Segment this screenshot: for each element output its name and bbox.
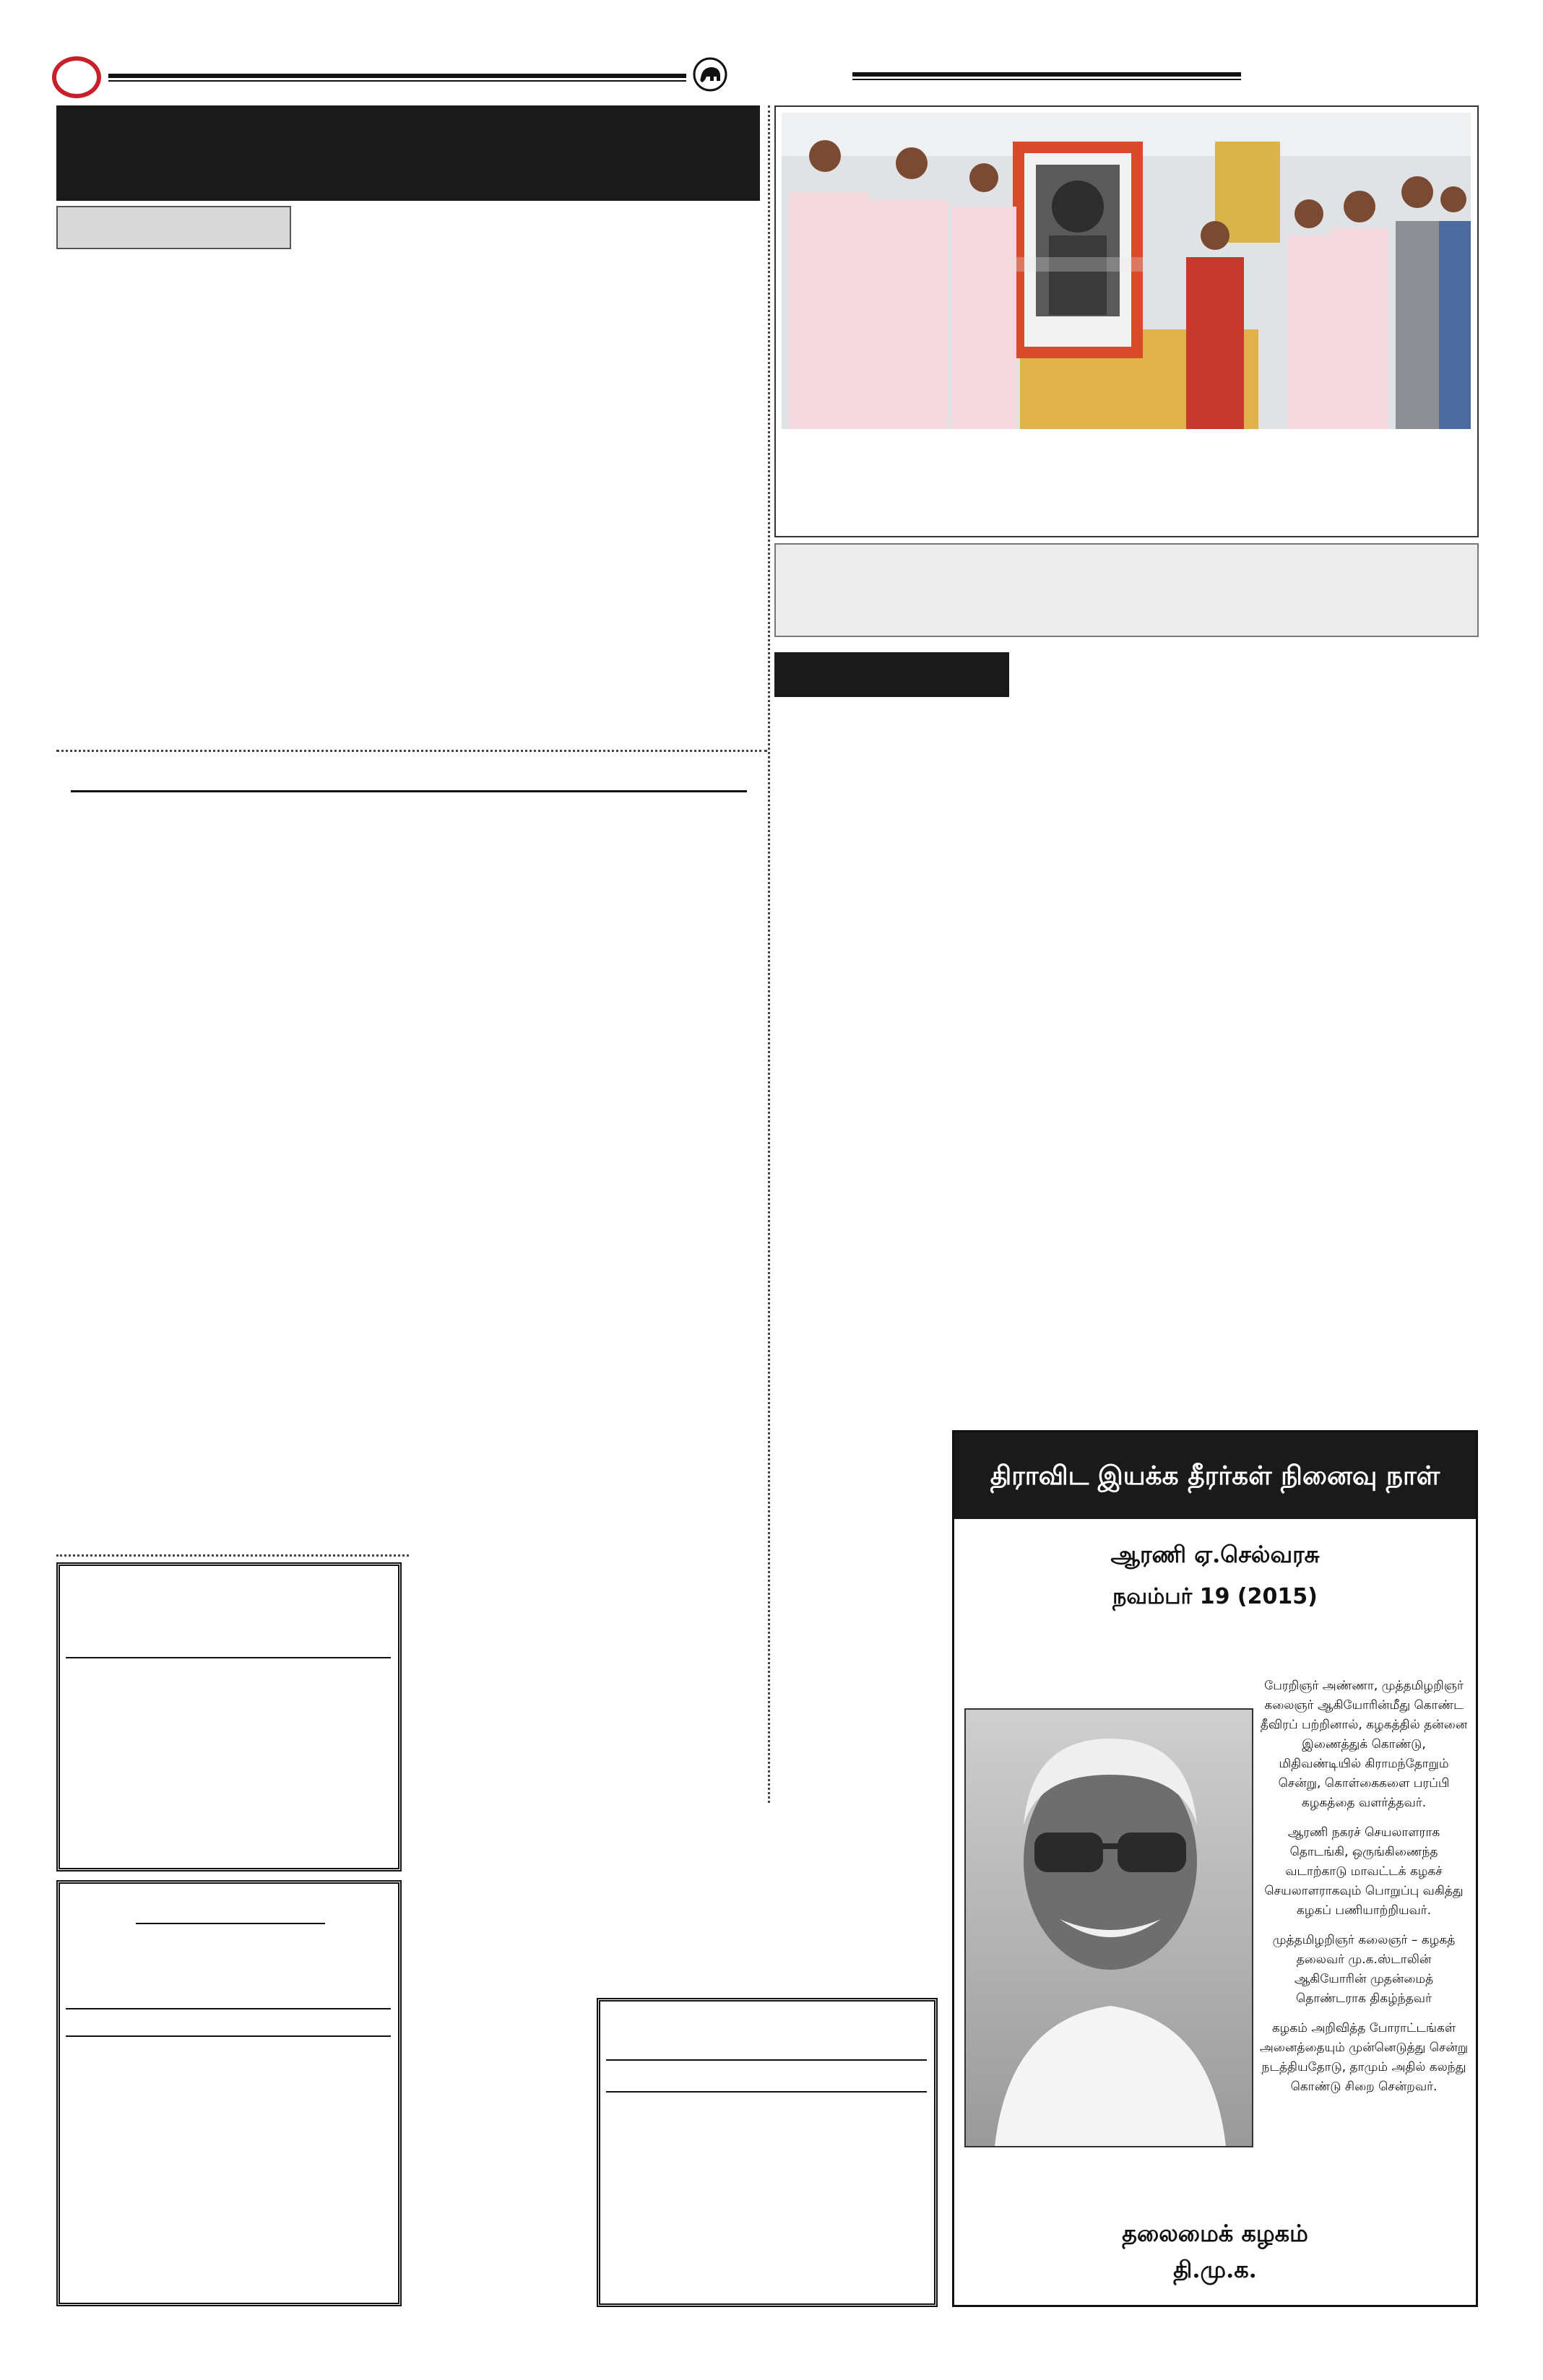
article-rule — [71, 790, 747, 792]
notice-footer-line2: தி.மு.க. — [1173, 2256, 1257, 2283]
tribute-paragraph-1: பேரறிஞர் அண்ணா, முத்தமிழறிஞர் கலைஞர் ஆகியோரின்மீது கொண்ட தீவிரப் பற்றினால், கழகத்தில் தன்னை இணைத்துக் கொண்டு, மிதிவண்டியில் கிராமந்தோறும் சென்று, கொள்கைகளை பரப்பி கழகத்தை வளர்த்தவர். — [1260, 1679, 1468, 1810]
portrait-photo — [964, 1708, 1253, 2147]
lower-divider — [56, 1554, 409, 1557]
info-box-3-rule-a — [606, 2059, 927, 2061]
info-box-3 — [597, 1998, 938, 2307]
caption-box — [774, 543, 1479, 637]
headline-banner — [56, 105, 760, 201]
notice-heading-bar — [954, 1432, 1476, 1519]
info-box-2-rule-b — [66, 2035, 391, 2037]
section-divider — [56, 750, 767, 752]
info-box-1 — [56, 1562, 402, 1871]
tribute-paragraph-3: முத்தமிழறிஞர் கலைஞர் – கழகத் தலைவர் மு.க.ஸ்டாலின் ஆகியோரின் முதன்மைத் தொண்டராக திகழ்ந்தவர் — [1272, 1933, 1456, 2006]
masthead-logo-icon — [52, 56, 101, 98]
notice-name: ஆரணி ஏ.செல்வரசு — [1110, 1541, 1320, 1568]
tribute-paragraph-2: ஆரணி நகரச் செயலாளராக தொடங்கி, ஒருங்கிணைந்த வடாற்காடு மாவட்டக் கழகச் செயலாளராகவும் பொறுப்பு வகித்து கழகப் பணியாற்றியவர். — [1264, 1825, 1464, 1918]
event-photo — [782, 113, 1471, 429]
notice-heading: திராவிட இயக்க தீரர்கள் நினைவு நாள் — [990, 1461, 1440, 1491]
masthead-rule-right-thin — [852, 79, 1241, 80]
elephant-emblem-icon — [692, 56, 728, 92]
notice-date: நவம்பர் 19 (2015) — [1112, 1584, 1318, 1609]
info-box-1-rule — [66, 1657, 391, 1658]
info-box-2-title-rule — [136, 1923, 325, 1924]
memorial-notice — [952, 1430, 1478, 2307]
masthead-rule-left-thin — [108, 80, 686, 82]
info-box-2 — [56, 1880, 402, 2306]
subhead-box — [56, 206, 291, 249]
info-box-3-rule-b — [606, 2091, 927, 2093]
column-separator — [768, 105, 770, 1803]
notice-footer-line1: தலைமைக் கழகம் — [1122, 2220, 1308, 2247]
tribute-paragraph-4: கழகம் அறிவித்த போராட்டங்கள் அனைத்தையும் முன்னெடுத்து சென்று நடத்தியதோடு, தாமும் அதில் கலந்து கொண்டு சிறை சென்றவர். — [1259, 2021, 1469, 2094]
tribute-text — [1259, 1676, 1469, 2097]
info-box-2-rule-a — [66, 2008, 391, 2009]
masthead-rule-right — [852, 72, 1241, 77]
section-label-bar — [774, 652, 1009, 697]
masthead-rule-left — [108, 74, 686, 78]
